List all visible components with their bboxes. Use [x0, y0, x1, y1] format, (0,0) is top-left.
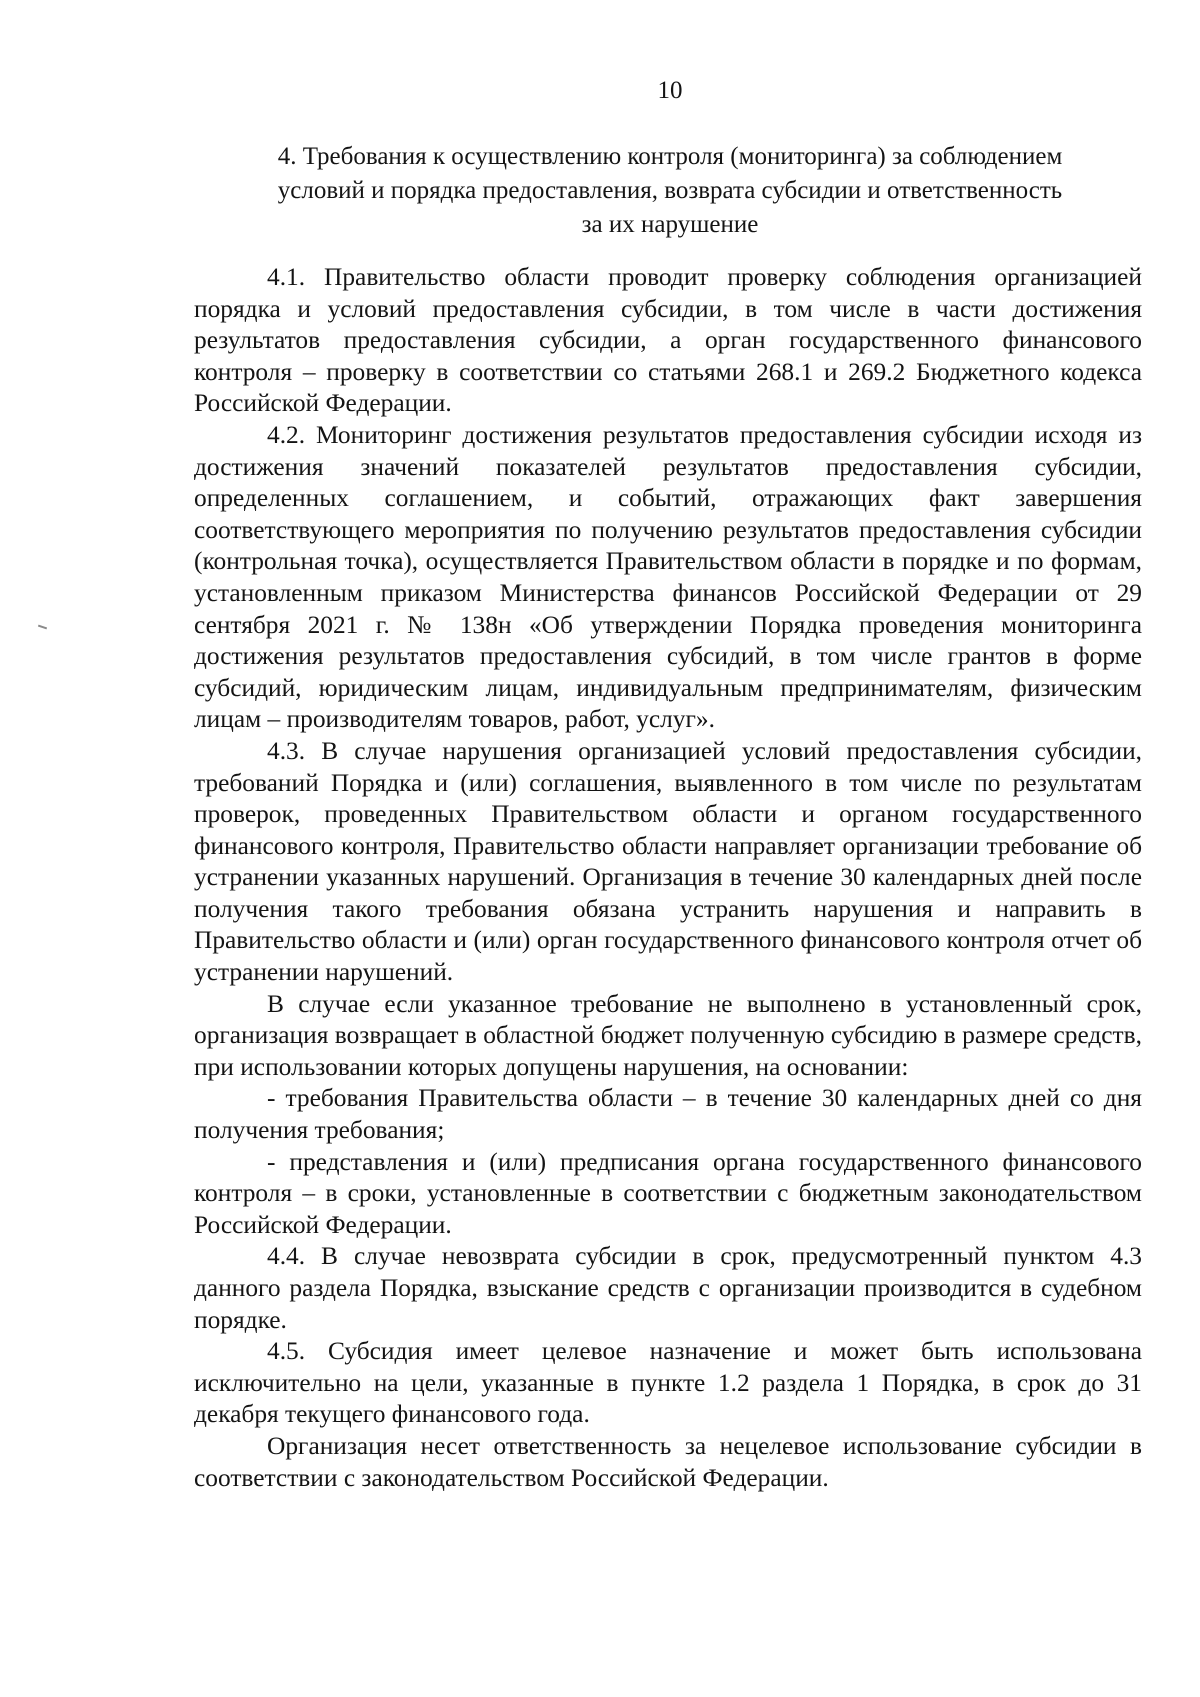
paragraph-4-3: 4.3. В случае нарушения организацией условий предоставления субсидии, требований Порядка и (или) соглашения, выявленного в том числе по результатам проверок, проведенных Правительством области и органом государственного финансового контроля, Правительство области направляет организации требование об устранении указанных нарушений. Организация в течение 30 календарных дней после получения такого требования обязана устранить нарушения и направить в Правительство области и (или) орган государственного финансового контроля отчет об устранении нарушений. — [194, 736, 1142, 987]
paragraph-4-2: 4.2. Мониторинг достижения результатов предоставления субсидии исходя из достижения значений показателей результатов предоставления субсидии, определенных соглашением, и событий, отражающих факт завершения соответствующего мероприятия по получению результатов предоставления субсидии (контрольная точка), осуществляется Правительством области в порядке и по формам, установленным приказом Министерства финансов Российской Федерации от 29 сентября 2021 г. № 138н «Об утверждении Порядка проведения мониторинга достижения результатов предоставления субсидий, в том числе грантов в форме субсидий, юридическим лицам, индивидуальным предпринимателям, физическим лицам – производителям товаров, работ, услуг». — [194, 420, 1142, 734]
body-text — [194, 262, 1142, 1494]
scan-mark — [38, 625, 47, 630]
section-heading-line-1: 4. Требования к осуществлению контроля (мониторинга) за соблюдением — [277, 143, 1063, 170]
paragraph-4-3-return: В случае если указанное требование не выполнено в установленный срок, организация возвращает в областной бюджет полученную субсидию в размере средств, при использовании которых допущены нарушения, на основании: — [194, 989, 1142, 1081]
paragraph-4-5-responsibility: Организация несет ответственность за нецелевое использование субсидии в соответствии с законодательством Российской Федерации. — [194, 1431, 1142, 1492]
section-heading — [200, 140, 1140, 242]
page-number: 10 — [657, 77, 683, 104]
paragraph-4-5: 4.5. Субсидия имеет целевое назначение и может быть использована исключительно на цели, указанные в пункте 1.2 раздела 1 Порядка, в срок до 31 декабря текущего финансового года. — [194, 1337, 1142, 1429]
paragraph-4-3-item-2: - представления и (или) предписания органа государственного финансового контроля – в сроки, установленные в соответствии с бюджетным законодательством Российской Федерации. — [194, 1147, 1142, 1239]
section-heading-line-3: за их нарушение — [581, 211, 759, 238]
paragraph-4-4: 4.4. В случае невозврата субсидии в срок, предусмотренный пунктом 4.3 данного раздела Порядка, взыскание средств с организации производится в судебном порядке. — [194, 1242, 1142, 1334]
paragraph-4-3-item-1: - требования Правительства области – в течение 30 календарных дней со дня получения требования; — [194, 1084, 1142, 1145]
paragraph-4-1: 4.1. Правительство области проводит проверку соблюдения организацией порядка и условий предоставления субсидии, в том числе в части достижения результатов предоставления субсидии, а орган государственного финансового контроля – проверку в соответствии со статьями 268.1 и 269.2 Бюджетного кодекса Российской Федерации. — [194, 263, 1142, 418]
section-heading-line-2: условий и порядка предоставления, возврата субсидии и ответственность — [277, 177, 1063, 204]
